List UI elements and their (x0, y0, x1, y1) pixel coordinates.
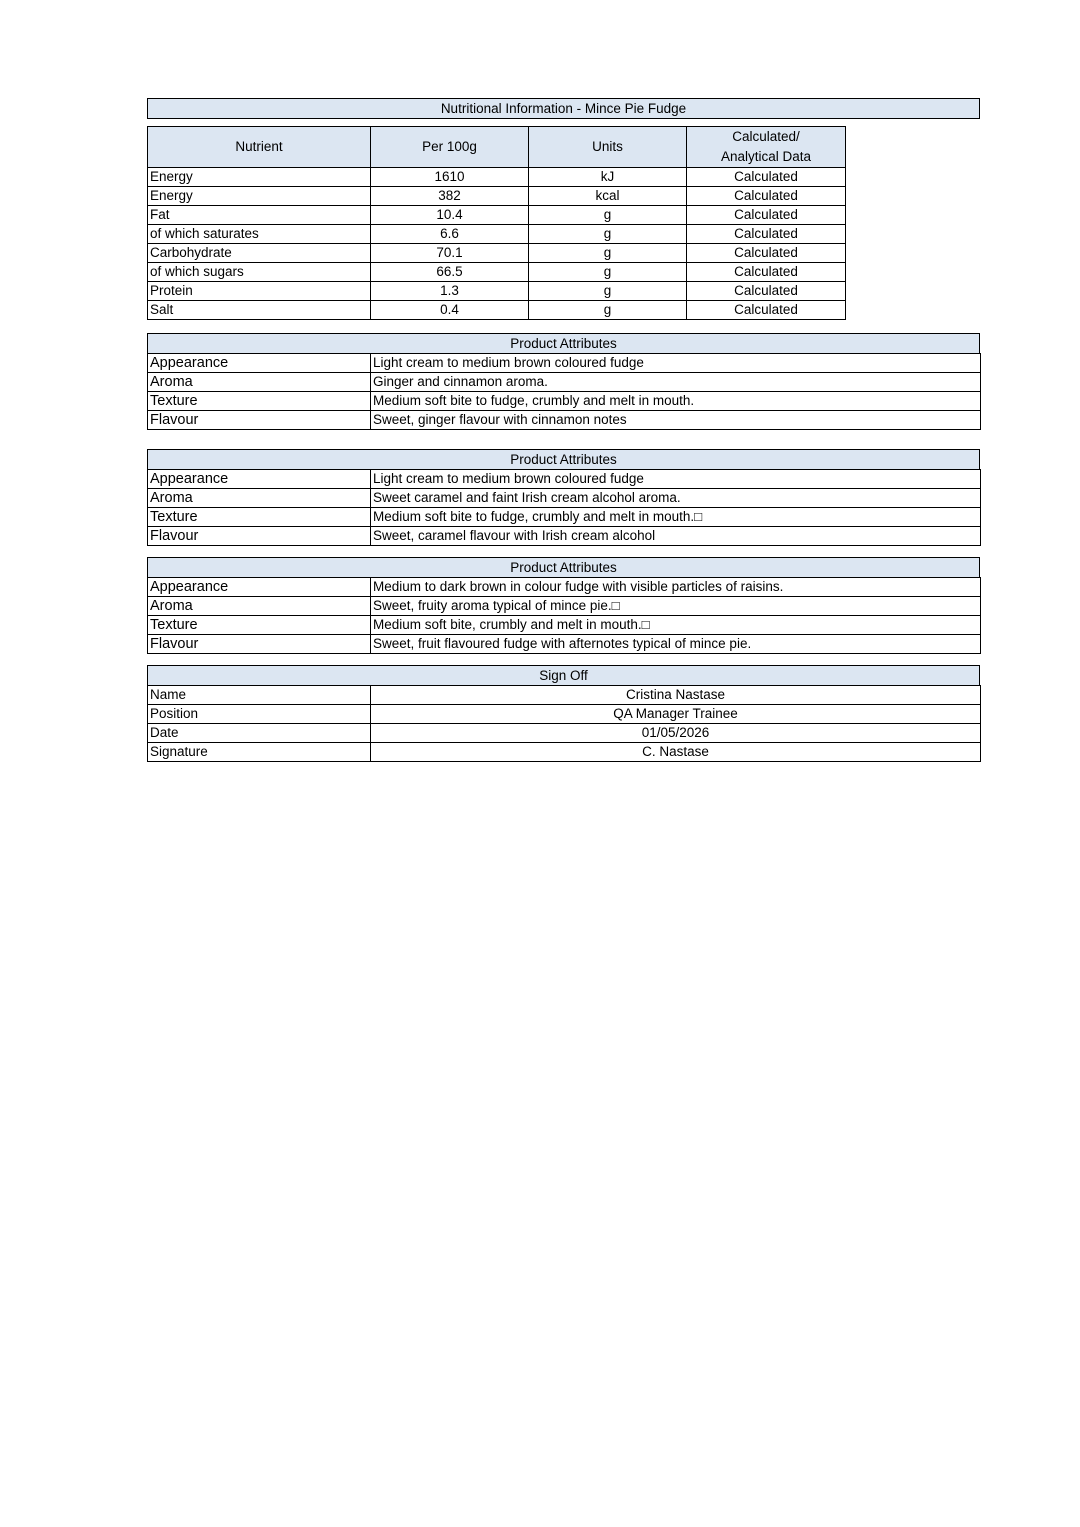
nutrition-header-row (148, 127, 846, 168)
table-row (148, 704, 981, 723)
attribute-label: Appearance (148, 469, 371, 488)
signoff-label: Name (148, 685, 371, 704)
nutrient-source: Calculated (687, 263, 846, 282)
attributes-title: Product Attributes (147, 333, 980, 354)
nutrient-source: Calculated (687, 168, 846, 187)
table-row (148, 596, 981, 615)
attribute-value: Medium soft bite, crumbly and melt in mouth.□ (371, 615, 981, 634)
nutrient-unit: g (529, 263, 687, 282)
attributes-table (147, 577, 981, 654)
nutrient-source: Calculated (687, 282, 846, 301)
attribute-value: Sweet caramel and faint Irish cream alcohol aroma. (371, 488, 981, 507)
attribute-label: Appearance (148, 353, 371, 372)
product-attributes-3 (147, 557, 980, 654)
nutrient-unit: g (529, 244, 687, 263)
attributes-title: Product Attributes (147, 449, 980, 470)
nutrient-name: of which saturates (148, 225, 371, 244)
nutrition-table (147, 126, 846, 320)
signoff-label: Signature (148, 742, 371, 761)
sign-off (147, 665, 980, 762)
product-attributes-1 (147, 333, 980, 430)
nutrient-value: 6.6 (371, 225, 529, 244)
table-row (148, 353, 981, 372)
nutrient-source: Calculated (687, 301, 846, 320)
table-row (148, 469, 981, 488)
attribute-label: Texture (148, 391, 371, 410)
signoff-label: Date (148, 723, 371, 742)
attribute-value: Medium to dark brown in colour fudge with visible particles of raisins. (371, 577, 981, 596)
table-row (148, 488, 981, 507)
attribute-value: Sweet, fruity aroma typical of mince pie.□ (371, 596, 981, 615)
signoff-value: 01/05/2026 (371, 723, 981, 742)
nutrient-source: Calculated (687, 244, 846, 263)
table-row (148, 742, 981, 761)
nutrient-name: Protein (148, 282, 371, 301)
table-row (148, 168, 846, 187)
nutrient-name: Carbohydrate (148, 244, 371, 263)
table-row (148, 526, 981, 545)
signoff-value: C. Nastase (371, 742, 981, 761)
attribute-value: Ginger and cinnamon aroma. (371, 372, 981, 391)
nutrient-value: 1.3 (371, 282, 529, 301)
attribute-value: Sweet, caramel flavour with Irish cream alcohol (371, 526, 981, 545)
attribute-value: Medium soft bite to fudge, crumbly and melt in mouth. (371, 391, 981, 410)
attributes-title: Product Attributes (147, 557, 980, 578)
attribute-label: Aroma (148, 596, 371, 615)
header-nutrient: Nutrient (148, 127, 371, 168)
table-row (148, 244, 846, 263)
nutrient-unit: kcal (529, 187, 687, 206)
attribute-label: Aroma (148, 372, 371, 391)
nutrient-value: 382 (371, 187, 529, 206)
nutrient-value: 1610 (371, 168, 529, 187)
header-per100: Per 100g (371, 127, 529, 168)
attribute-value: Medium soft bite to fudge, crumbly and melt in mouth.□ (371, 507, 981, 526)
nutrition-title: Nutritional Information - Mince Pie Fudge (147, 98, 980, 119)
attribute-value: Sweet, fruit flavoured fudge with afternotes typical of mince pie. (371, 634, 981, 653)
attributes-table (147, 353, 981, 430)
product-attributes-2 (147, 449, 980, 546)
attribute-label: Texture (148, 615, 371, 634)
table-row (148, 634, 981, 653)
table-row (148, 615, 981, 634)
header-calc (687, 127, 846, 168)
nutrient-unit: g (529, 301, 687, 320)
table-row (148, 263, 846, 282)
table-row (148, 282, 846, 301)
signoff-value: Cristina Nastase (371, 685, 981, 704)
signoff-title: Sign Off (147, 665, 980, 686)
table-row (148, 372, 981, 391)
nutrient-source: Calculated (687, 206, 846, 225)
nutrient-unit: g (529, 225, 687, 244)
attribute-value: Light cream to medium brown coloured fudge (371, 469, 981, 488)
nutrient-name: of which sugars (148, 263, 371, 282)
attribute-label: Flavour (148, 526, 371, 545)
nutrient-unit: g (529, 282, 687, 301)
table-row (148, 685, 981, 704)
signoff-table (147, 685, 981, 762)
header-units: Units (529, 127, 687, 168)
nutrient-name: Fat (148, 206, 371, 225)
table-row (148, 577, 981, 596)
table-row (148, 301, 846, 320)
attribute-value: Sweet, ginger flavour with cinnamon notes (371, 410, 981, 429)
nutrient-source: Calculated (687, 225, 846, 244)
nutrient-value: 66.5 (371, 263, 529, 282)
table-row (148, 391, 981, 410)
table-row (148, 187, 846, 206)
signoff-label: Position (148, 704, 371, 723)
header-calc-line2: Analytical Data (720, 149, 812, 164)
table-row (148, 206, 846, 225)
attribute-label: Flavour (148, 410, 371, 429)
nutrient-value: 10.4 (371, 206, 529, 225)
attribute-value: Light cream to medium brown coloured fudge (371, 353, 981, 372)
table-row (148, 410, 981, 429)
attribute-label: Texture (148, 507, 371, 526)
header-calc-line1: Calculated/ (732, 129, 800, 144)
attributes-table (147, 469, 981, 546)
nutrient-name: Energy (148, 187, 371, 206)
nutrient-value: 70.1 (371, 244, 529, 263)
nutrient-value: 0.4 (371, 301, 529, 320)
attribute-label: Appearance (148, 577, 371, 596)
table-row (148, 225, 846, 244)
attribute-label: Aroma (148, 488, 371, 507)
nutrient-name: Salt (148, 301, 371, 320)
table-row (148, 723, 981, 742)
nutrient-source: Calculated (687, 187, 846, 206)
attribute-label: Flavour (148, 634, 371, 653)
nutrient-unit: kJ (529, 168, 687, 187)
nutrient-unit: g (529, 206, 687, 225)
nutrient-name: Energy (148, 168, 371, 187)
signoff-value: QA Manager Trainee (371, 704, 981, 723)
table-row (148, 507, 981, 526)
